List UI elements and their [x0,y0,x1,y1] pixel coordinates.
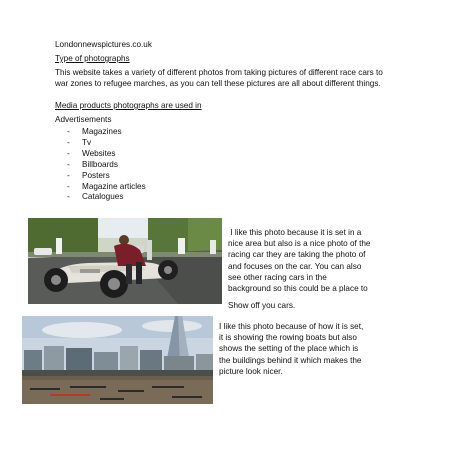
caption-line: racing car they are taking the photo of [228,250,366,260]
caption-line: it is showing the rowing boats but also [219,333,357,343]
racing-photo-caption [228,227,370,311]
type-of-photographs-heading: Type of photographs [55,54,130,63]
caption-line: shows the setting of the place which is [219,344,359,354]
advertisements-label: Advertisements [55,115,112,124]
intro-paragraph: This website takes a variety of different photos from taking pictures of different race cars to war zones to refugee marches, as you can tell these pictures are all about different things. [55,68,383,88]
caption-line: I like this photo because it is set in a [228,228,362,237]
rowing-photo-caption [219,321,363,377]
rowing-boats-photo [22,316,213,404]
list-item: - Websites [62,149,146,160]
caption-line: background so this could be a place to [228,284,368,294]
caption-line: Show off you cars. [228,301,296,311]
caption-line: see other racing cars in the [228,272,327,282]
media-products-heading: Media products photographs are used in [55,101,202,110]
racing-car-photo [28,218,222,304]
media-list [62,127,146,203]
caption-line: and focuses on the car. You can also [228,261,362,271]
site-name: Londonnewspictures.co.uk [55,40,152,49]
list-item: - Magazine articles [62,182,146,193]
caption-line: the buildings behind it which makes the [219,355,362,365]
list-item: - Tv [62,138,146,149]
list-item: - Billboards [62,160,146,171]
list-item: - Magazines [62,127,146,138]
caption-line: nice area but also is a nice photo of the [228,239,371,249]
list-item: - Posters [62,171,146,182]
caption-line: I like this photo because of how it is set, [219,322,364,331]
caption-line: picture look nicer. [219,366,283,376]
list-item: - Catalogues [62,192,146,203]
